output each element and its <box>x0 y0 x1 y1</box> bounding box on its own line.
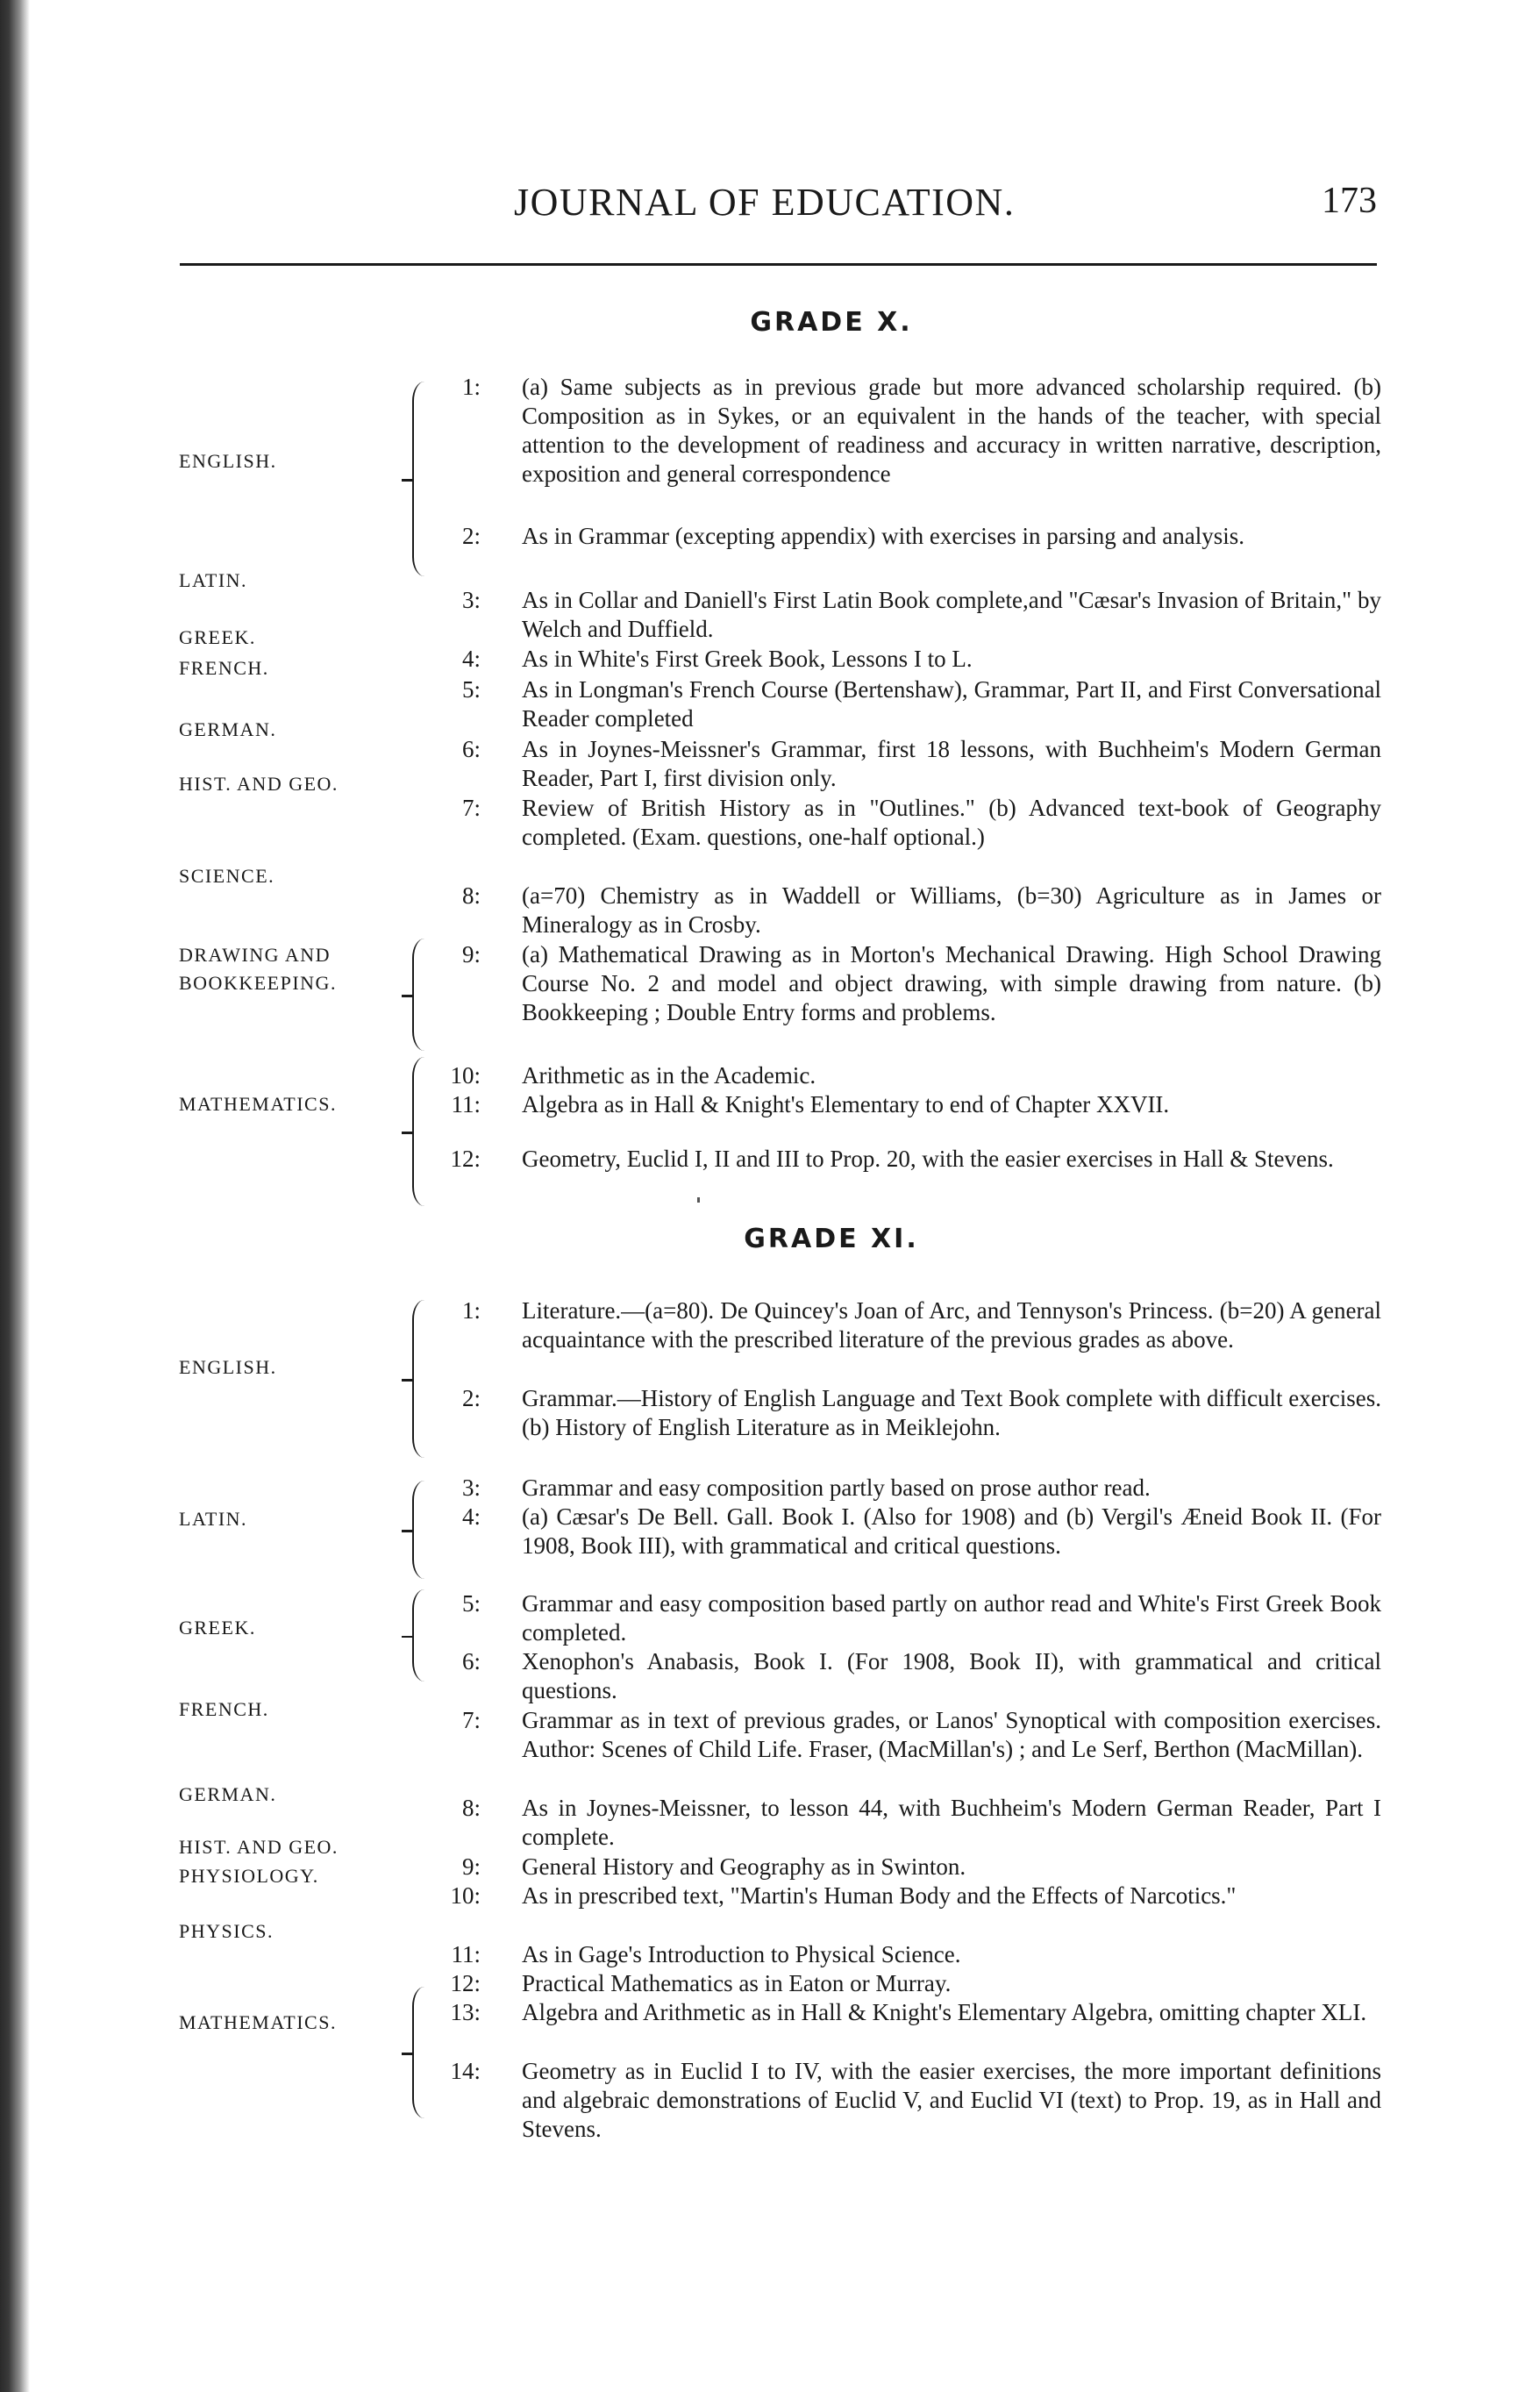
grade-x-entry <box>438 1145 1381 1174</box>
grade-x-entry <box>438 882 1381 939</box>
entry-number: 1 : <box>438 1296 481 1325</box>
entry-text: Grammar and easy composition based partly on author read and White's First Greek Book completed. <box>522 1590 1381 1646</box>
entry-text: Geometry, Euclid I, II and III to Prop. 20, with the easier exercises in Hall & Stevens. <box>522 1146 1334 1172</box>
grade-xi-entry <box>438 1503 1381 1560</box>
grade-xi-entry <box>438 1589 1381 1647</box>
entry-number: 5 : <box>438 675 481 704</box>
entry-text: Geometry as in Euclid I to IV, with the easier exercises, the more important definitions and algebraic demonstrations of Euclid V, and Euclid VI (text) to Prop. 19, as in Hall and Stevens. <box>522 2058 1381 2142</box>
entry-number: 1 : <box>438 373 481 402</box>
print-fleck <box>697 1197 700 1203</box>
entry-number: 13 : <box>438 1998 481 2027</box>
grade-x-label-english: ENGLISH. <box>179 450 277 472</box>
grade-x-label-hist-geo: HIST. AND GEO. <box>179 773 339 795</box>
grade-x-label-mathematics: MATHEMATICS. <box>179 1093 337 1115</box>
entry-text: (a) Mathematical Drawing as in Morton's Mechanical Drawing. High School Drawing Course No. 2 and model and object drawing, with simple drawing from nature. (b) Bookkeeping ; Double Entry forms and problems. <box>522 941 1381 1025</box>
grade-xi-entry <box>438 1881 1381 1910</box>
grade-xi-entry <box>438 1969 1381 1998</box>
grade-xi-label-latin: LATIN. <box>179 1508 248 1530</box>
entry-number: 4 : <box>438 645 481 674</box>
grade-xi-entry <box>438 1998 1381 2027</box>
entry-text: As in Longman's French Course (Bertenshaw), Grammar, Part II, and First Conversational Reader completed <box>522 676 1381 732</box>
grade-xi-label-physiology: PHYSIOLOGY. <box>179 1865 319 1887</box>
grade-x-label-french: FRENCH. <box>179 657 269 679</box>
grade-x-entry <box>438 735 1381 793</box>
grade-xi-label-hist-geo: HIST. AND GEO. <box>179 1836 339 1858</box>
entry-text: As in prescribed text, "Martin's Human Body and the Effects of Narcotics." <box>522 1882 1237 1909</box>
grade-xi-label-german: GERMAN. <box>179 1783 277 1805</box>
grade-xi-mathematics-brace <box>412 1987 424 2118</box>
grade-xi-entry <box>438 1296 1381 1354</box>
grade-xi-label-greek: GREEK. <box>179 1617 256 1639</box>
entry-number: 4 : <box>438 1503 481 1532</box>
entry-text: Grammar.—History of English Language and Text Book complete with difficult exercises. (b) History of English Literature as in Meiklejohn. <box>522 1385 1381 1440</box>
entry-number: 8 : <box>438 1794 481 1823</box>
entry-text: As in Grammar (excepting appendix) with exercises in parsing and analysis. <box>522 523 1245 549</box>
entry-number: 6 : <box>438 735 481 764</box>
grade-x-drawing-brace <box>412 939 424 1051</box>
grade-xi-english-brace <box>412 1300 424 1458</box>
grade-x-heading: GRADE X. <box>750 307 913 338</box>
grade-x-label-german: GERMAN. <box>179 718 277 740</box>
entry-number: 3 : <box>438 586 481 615</box>
grade-x-mathematics-brace <box>412 1057 424 1206</box>
grade-xi-entry <box>438 1384 1381 1442</box>
grade-xi-entry <box>438 1794 1381 1852</box>
entry-text: As in White's First Greek Book, Lessons I to L. <box>522 646 973 672</box>
entry-number: 11 : <box>438 1090 481 1119</box>
entry-number: 3 : <box>438 1474 481 1503</box>
entry-number: 10 : <box>438 1881 481 1910</box>
grade-xi-label-french: FRENCH. <box>179 1698 269 1720</box>
entry-number: 12 : <box>438 1145 481 1174</box>
grade-xi-entry <box>438 2057 1381 2144</box>
page-header <box>175 180 1377 241</box>
book-binding-edge <box>0 0 30 2392</box>
grade-xi-label-mathematics: MATHEMATICS. <box>179 2011 337 2033</box>
entry-text: General History and Geography as in Swinton. <box>522 1853 966 1880</box>
grade-x-entry <box>438 373 1381 489</box>
entry-text: Xenophon's Anabasis, Book I. (For 1908, Book II), with grammatical and critical questions. <box>522 1648 1381 1703</box>
entry-text: Literature.—(a=80). De Quincey's Joan of Arc, and Tennyson's Princess. (b=20) A general acquaintance with the prescribed literature of the previous grades as above. <box>522 1297 1381 1353</box>
entry-number: 9 : <box>438 1853 481 1881</box>
grade-x-entry <box>438 645 1381 674</box>
entry-text: As in Joynes-Meissner, to lesson 44, with Buchheim's Modern German Reader, Part I complete. <box>522 1795 1381 1850</box>
entry-number: 6 : <box>438 1647 481 1676</box>
grade-xi-greek-brace <box>412 1589 424 1682</box>
entry-text: Grammar as in text of previous grades, or Lanos' Synoptical with composition exercises. Author: Scenes of Child Life. Fraser, (MacMillan's) ; and Le Serf, Berthon (MacMillan). <box>522 1707 1381 1762</box>
entry-text: As in Joynes-Meissner's Grammar, first 18 lessons, with Buchheim's Modern German Reader, Part I, first division only. <box>522 736 1381 791</box>
entry-number: 7 : <box>438 1706 481 1735</box>
page-number: 173 <box>1322 181 1377 221</box>
grade-x-entry <box>438 794 1381 852</box>
entry-text: Grammar and easy composition partly based on prose author read. <box>522 1474 1151 1501</box>
grade-xi-latin-brace <box>412 1481 424 1579</box>
entry-number: 2 : <box>438 522 481 551</box>
entry-text: As in Gage's Introduction to Physical Science. <box>522 1941 961 1967</box>
entry-text: Algebra as in Hall & Knight's Elementary to end of Chapter XXVII. <box>522 1091 1170 1117</box>
entry-number: 5 : <box>438 1589 481 1618</box>
grade-xi-entry <box>438 1853 1381 1881</box>
entry-number: 10 : <box>438 1061 481 1090</box>
grade-xi-entry <box>438 1647 1381 1705</box>
header-rule <box>180 263 1377 266</box>
entry-number: 14 : <box>438 2057 481 2086</box>
grade-x-entry <box>438 522 1381 551</box>
entry-text: Review of British History as in "Outlines." (b) Advanced text-book of Geography completed. (Exam. questions, one-half optional.) <box>522 795 1381 850</box>
grade-x-label-bookkeeping: BOOKKEEPING. <box>179 972 337 994</box>
grade-xi-entry <box>438 1706 1381 1764</box>
grade-x-label-drawing: DRAWING AND <box>179 944 332 966</box>
entry-number: 11 : <box>438 1940 481 1969</box>
entry-text: (a) Same subjects as in previous grade but more advanced scholarship required. (b) Composition as in Sykes, or an equivalent in the hands of the teacher, with special attention to the development of readiness and accuracy in written narrative, description, exposition and general correspondence <box>522 374 1381 487</box>
grade-xi-entry <box>438 1474 1381 1503</box>
grade-xi-label-english: ENGLISH. <box>179 1356 277 1378</box>
entry-number: 12 : <box>438 1969 481 1998</box>
entry-text: Practical Mathematics as in Eaton or Murray. <box>522 1970 952 1996</box>
grade-xi-entry <box>438 1940 1381 1969</box>
grade-xi-label-physics: PHYSICS. <box>179 1920 274 1942</box>
entry-number: 2 : <box>438 1384 481 1413</box>
entry-text: (a) Cæsar's De Bell. Gall. Book I. (Also for 1908) and (b) Vergil's Æneid Book II. (For 1908, Book III), with grammatical and critical questions. <box>522 1503 1381 1559</box>
grade-x-entry <box>438 675 1381 733</box>
grade-x-entry <box>438 586 1381 644</box>
grade-x-entry <box>438 1061 1381 1090</box>
entry-number: 8 : <box>438 882 481 910</box>
entry-text: As in Collar and Daniell's First Latin Book complete,and "Cæsar's Invasion of Britain," by Welch and Duffield. <box>522 587 1381 642</box>
entry-text: (a=70) Chemistry as in Waddell or Williams, (b=30) Agriculture as in James or Mineralogy as in Crosby. <box>522 882 1381 938</box>
grade-x-entry <box>438 1090 1381 1119</box>
grade-x-label-greek: GREEK. <box>179 626 256 648</box>
grade-xi-heading: GRADE XI. <box>744 1224 919 1254</box>
grade-x-english-brace <box>412 382 424 576</box>
entry-number: 9 : <box>438 940 481 969</box>
entry-text: Arithmetic as in the Academic. <box>522 1062 816 1089</box>
grade-x-entry <box>438 940 1381 1027</box>
running-title: JOURNAL OF EDUCATION. <box>514 181 1016 224</box>
grade-x-label-science: SCIENCE. <box>179 865 275 887</box>
grade-x-label-latin: LATIN. <box>179 569 248 591</box>
entry-number: 7 : <box>438 794 481 823</box>
entry-text: Algebra and Arithmetic as in Hall & Knight's Elementary Algebra, omitting chapter XLI. <box>522 1999 1367 2025</box>
